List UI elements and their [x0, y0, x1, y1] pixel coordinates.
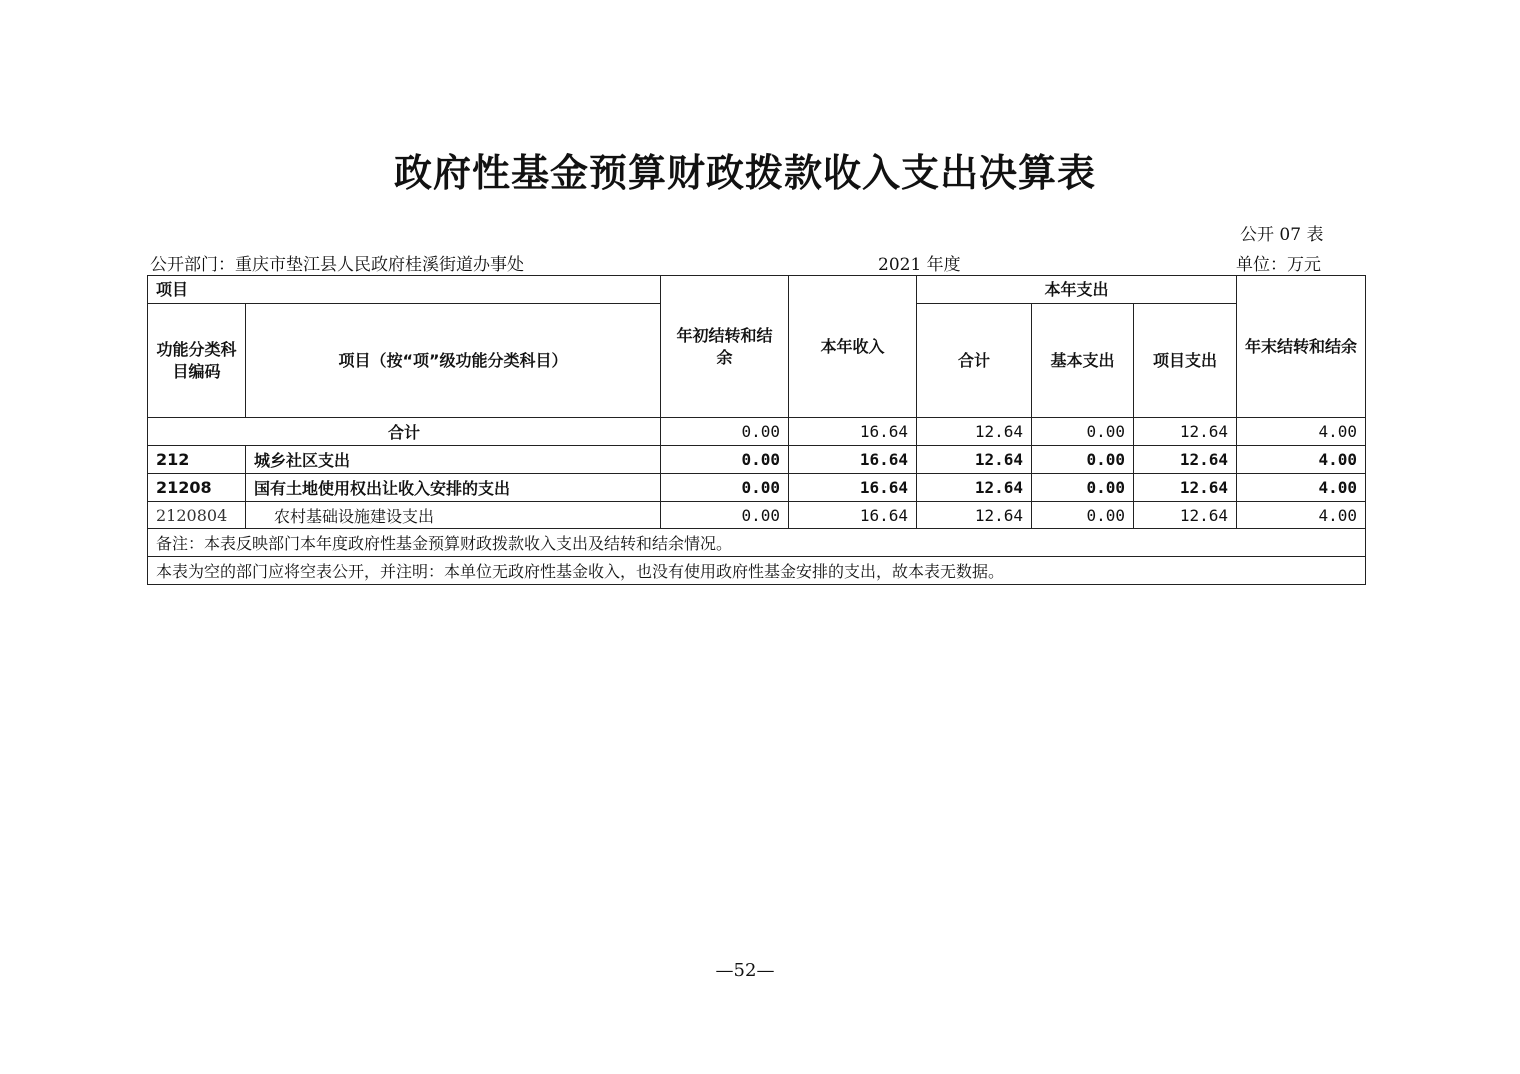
total-row [148, 418, 1366, 446]
cell-end: 4.00 [1237, 418, 1366, 446]
header-begin-balance: 年初结转和结余 [661, 276, 789, 418]
page-title: 政府性基金预算财政拨款收入支出决算表 [393, 151, 1096, 195]
note-remark: 备注：本表反映部门本年度政府性基金预算财政拨款收入支出及结转和结余情况。 [148, 529, 1366, 557]
cell-code: 21208 [148, 474, 246, 502]
cell-name: 城乡社区支出 [246, 446, 661, 474]
page-number: —52— [715, 960, 775, 981]
header-basic: 基本支出 [1032, 304, 1134, 418]
header-income: 本年收入 [789, 276, 917, 418]
cell-basic: 0.00 [1032, 502, 1134, 529]
table-row [148, 474, 1366, 502]
note-empty-table: 本表为空的部门应将空表公开，并注明：本单位无政府性基金收入，也没有使用政府性基金安排的支出，故本表无数据。 [148, 557, 1366, 585]
cell-code: 2120804 [148, 502, 246, 529]
cell-project: 12.64 [1134, 502, 1237, 529]
cell-basic: 0.00 [1032, 446, 1134, 474]
cell-name: 农村基础设施建设支出 [246, 502, 661, 529]
cell-begin: 0.00 [661, 418, 789, 446]
fiscal-year: 2021 年度 [878, 255, 961, 275]
header-name: 项目（按“项”级功能分类科目） [246, 304, 661, 418]
cell-total: 12.64 [917, 474, 1032, 502]
cell-end: 4.00 [1237, 474, 1366, 502]
cell-total: 12.64 [917, 502, 1032, 529]
cell-code: 212 [148, 446, 246, 474]
note-row [148, 557, 1366, 585]
cell-project: 12.64 [1134, 474, 1237, 502]
cell-end: 4.00 [1237, 446, 1366, 474]
form-number: 公开 07 表 [1240, 225, 1324, 245]
department-label: 公开部门：重庆市垫江县人民政府桂溪街道办事处 [150, 255, 524, 275]
header-item: 项目 [148, 276, 661, 304]
table-row [148, 446, 1366, 474]
cell-end: 4.00 [1237, 502, 1366, 529]
cell-income: 16.64 [789, 474, 917, 502]
cell-income: 16.64 [789, 502, 917, 529]
header-expense-total: 合计 [917, 304, 1032, 418]
cell-name: 国有土地使用权出让收入安排的支出 [246, 474, 661, 502]
cell-begin: 0.00 [661, 474, 789, 502]
header-project: 项目支出 [1134, 304, 1237, 418]
note-row [148, 529, 1366, 557]
cell-income: 16.64 [789, 446, 917, 474]
cell-begin: 0.00 [661, 446, 789, 474]
cell-begin: 0.00 [661, 502, 789, 529]
table-row [148, 502, 1366, 529]
total-label: 合计 [148, 418, 661, 446]
cell-project: 12.64 [1134, 418, 1237, 446]
cell-total: 12.64 [917, 446, 1032, 474]
header-code: 功能分类科目编码 [148, 304, 246, 418]
unit-label: 单位：万元 [1236, 255, 1321, 275]
cell-income: 16.64 [789, 418, 917, 446]
cell-total: 12.64 [917, 418, 1032, 446]
header-expense-group: 本年支出 [917, 276, 1237, 304]
budget-table [147, 275, 1366, 585]
cell-basic: 0.00 [1032, 418, 1134, 446]
cell-basic: 0.00 [1032, 474, 1134, 502]
header-end-balance: 年末结转和结余 [1237, 276, 1366, 418]
cell-project: 12.64 [1134, 446, 1237, 474]
